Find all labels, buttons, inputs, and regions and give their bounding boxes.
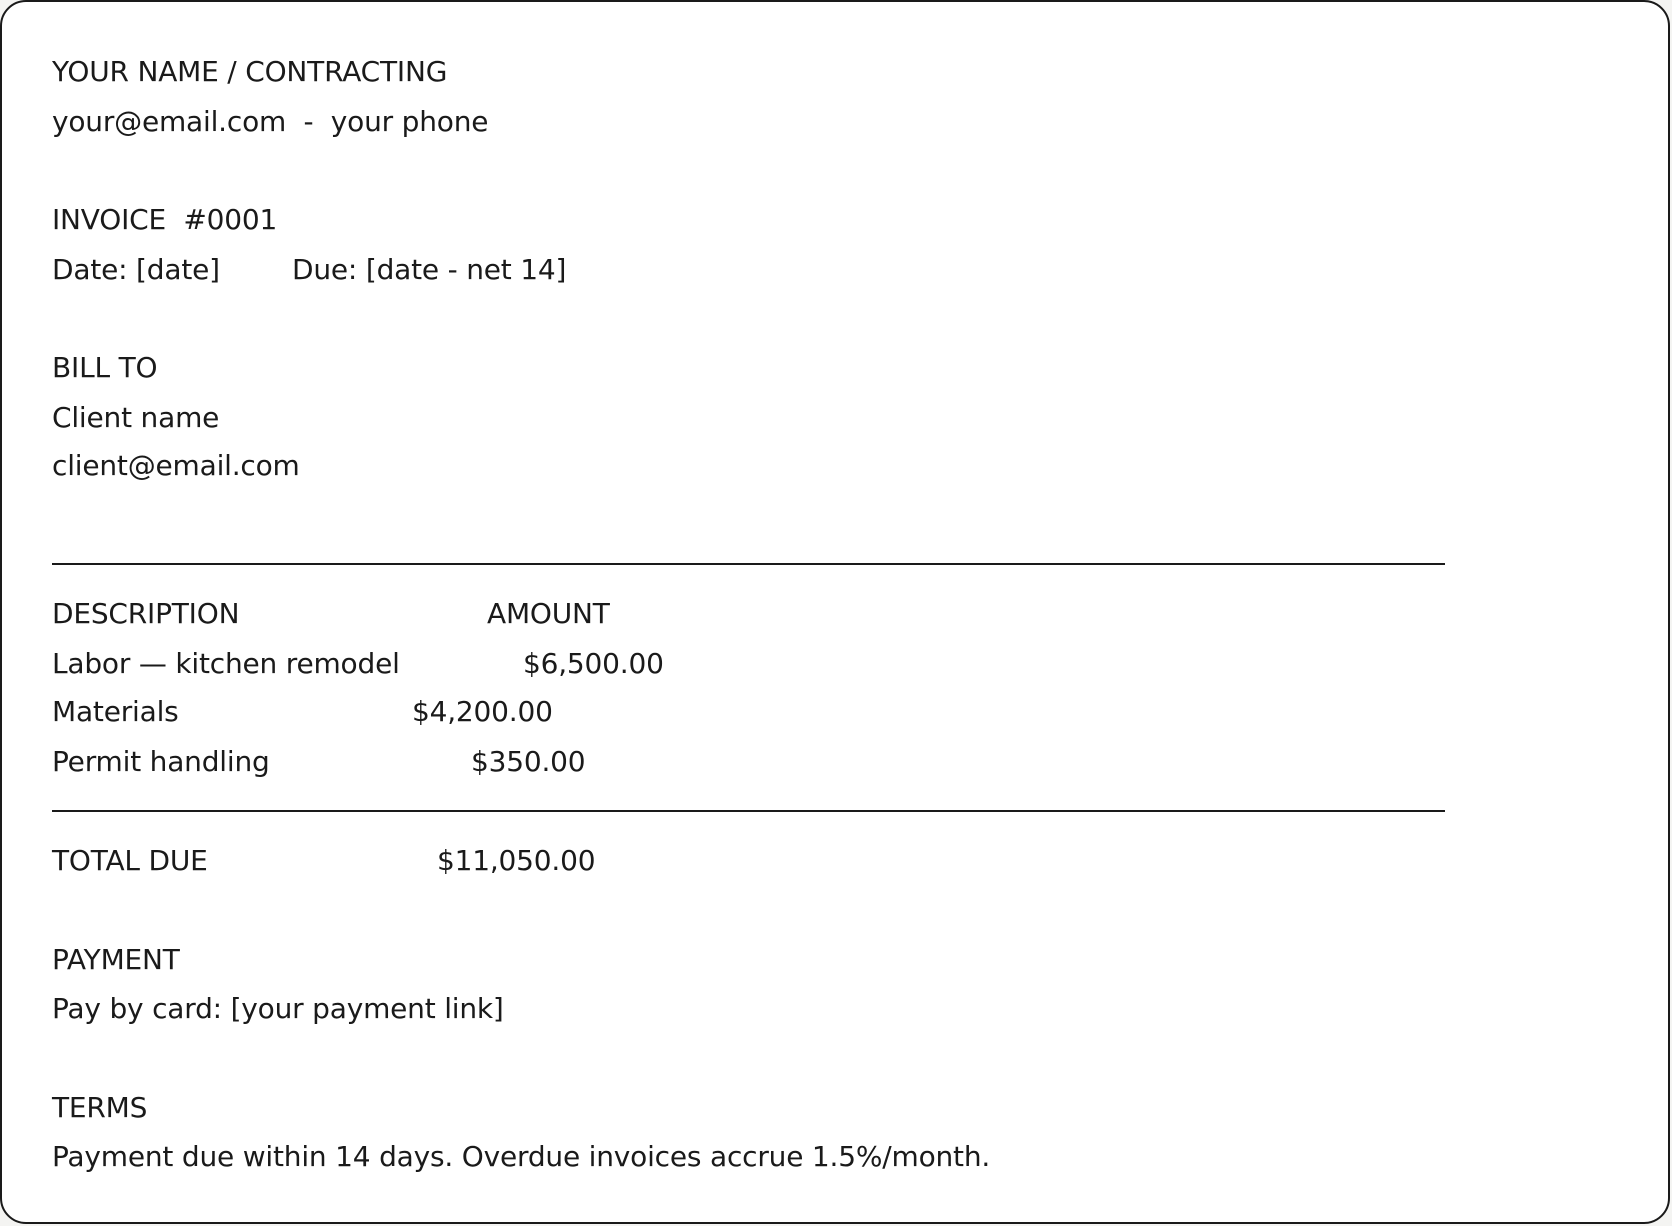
invoice-due-date: Due: [date - net 14] [292, 253, 567, 286]
payment-link-text: Pay by card: [your payment link] [52, 992, 504, 1025]
total-due-amount: $11,050.00 [437, 844, 596, 877]
line-item-description: Materials [52, 695, 179, 728]
business-name: YOUR NAME / CONTRACTING [52, 55, 448, 88]
amount-header: AMOUNT [487, 597, 610, 630]
invoice-date: Date: [date] [52, 253, 220, 286]
total-due-label: TOTAL DUE [52, 844, 208, 877]
description-header: DESCRIPTION [52, 597, 240, 630]
client-name: Client name [52, 401, 220, 434]
divider-bottom [52, 810, 1445, 812]
line-item-description: Permit handling [52, 745, 270, 778]
client-email: client@email.com [52, 449, 300, 482]
payment-heading: PAYMENT [52, 943, 180, 976]
contact-line: your@email.com - your phone [52, 105, 489, 138]
line-item-amount: $6,500.00 [523, 647, 664, 680]
divider-top [52, 563, 1445, 565]
terms-heading: TERMS [52, 1091, 148, 1124]
line-item-amount: $4,200.00 [412, 695, 553, 728]
line-item-amount: $350.00 [471, 745, 586, 778]
terms-text: Payment due within 14 days. Overdue invoices accrue 1.5%/month. [52, 1140, 991, 1173]
line-item-description: Labor — kitchen remodel [52, 647, 400, 680]
invoice-title: INVOICE #0001 [52, 203, 278, 236]
bill-to-heading: BILL TO [52, 351, 158, 384]
